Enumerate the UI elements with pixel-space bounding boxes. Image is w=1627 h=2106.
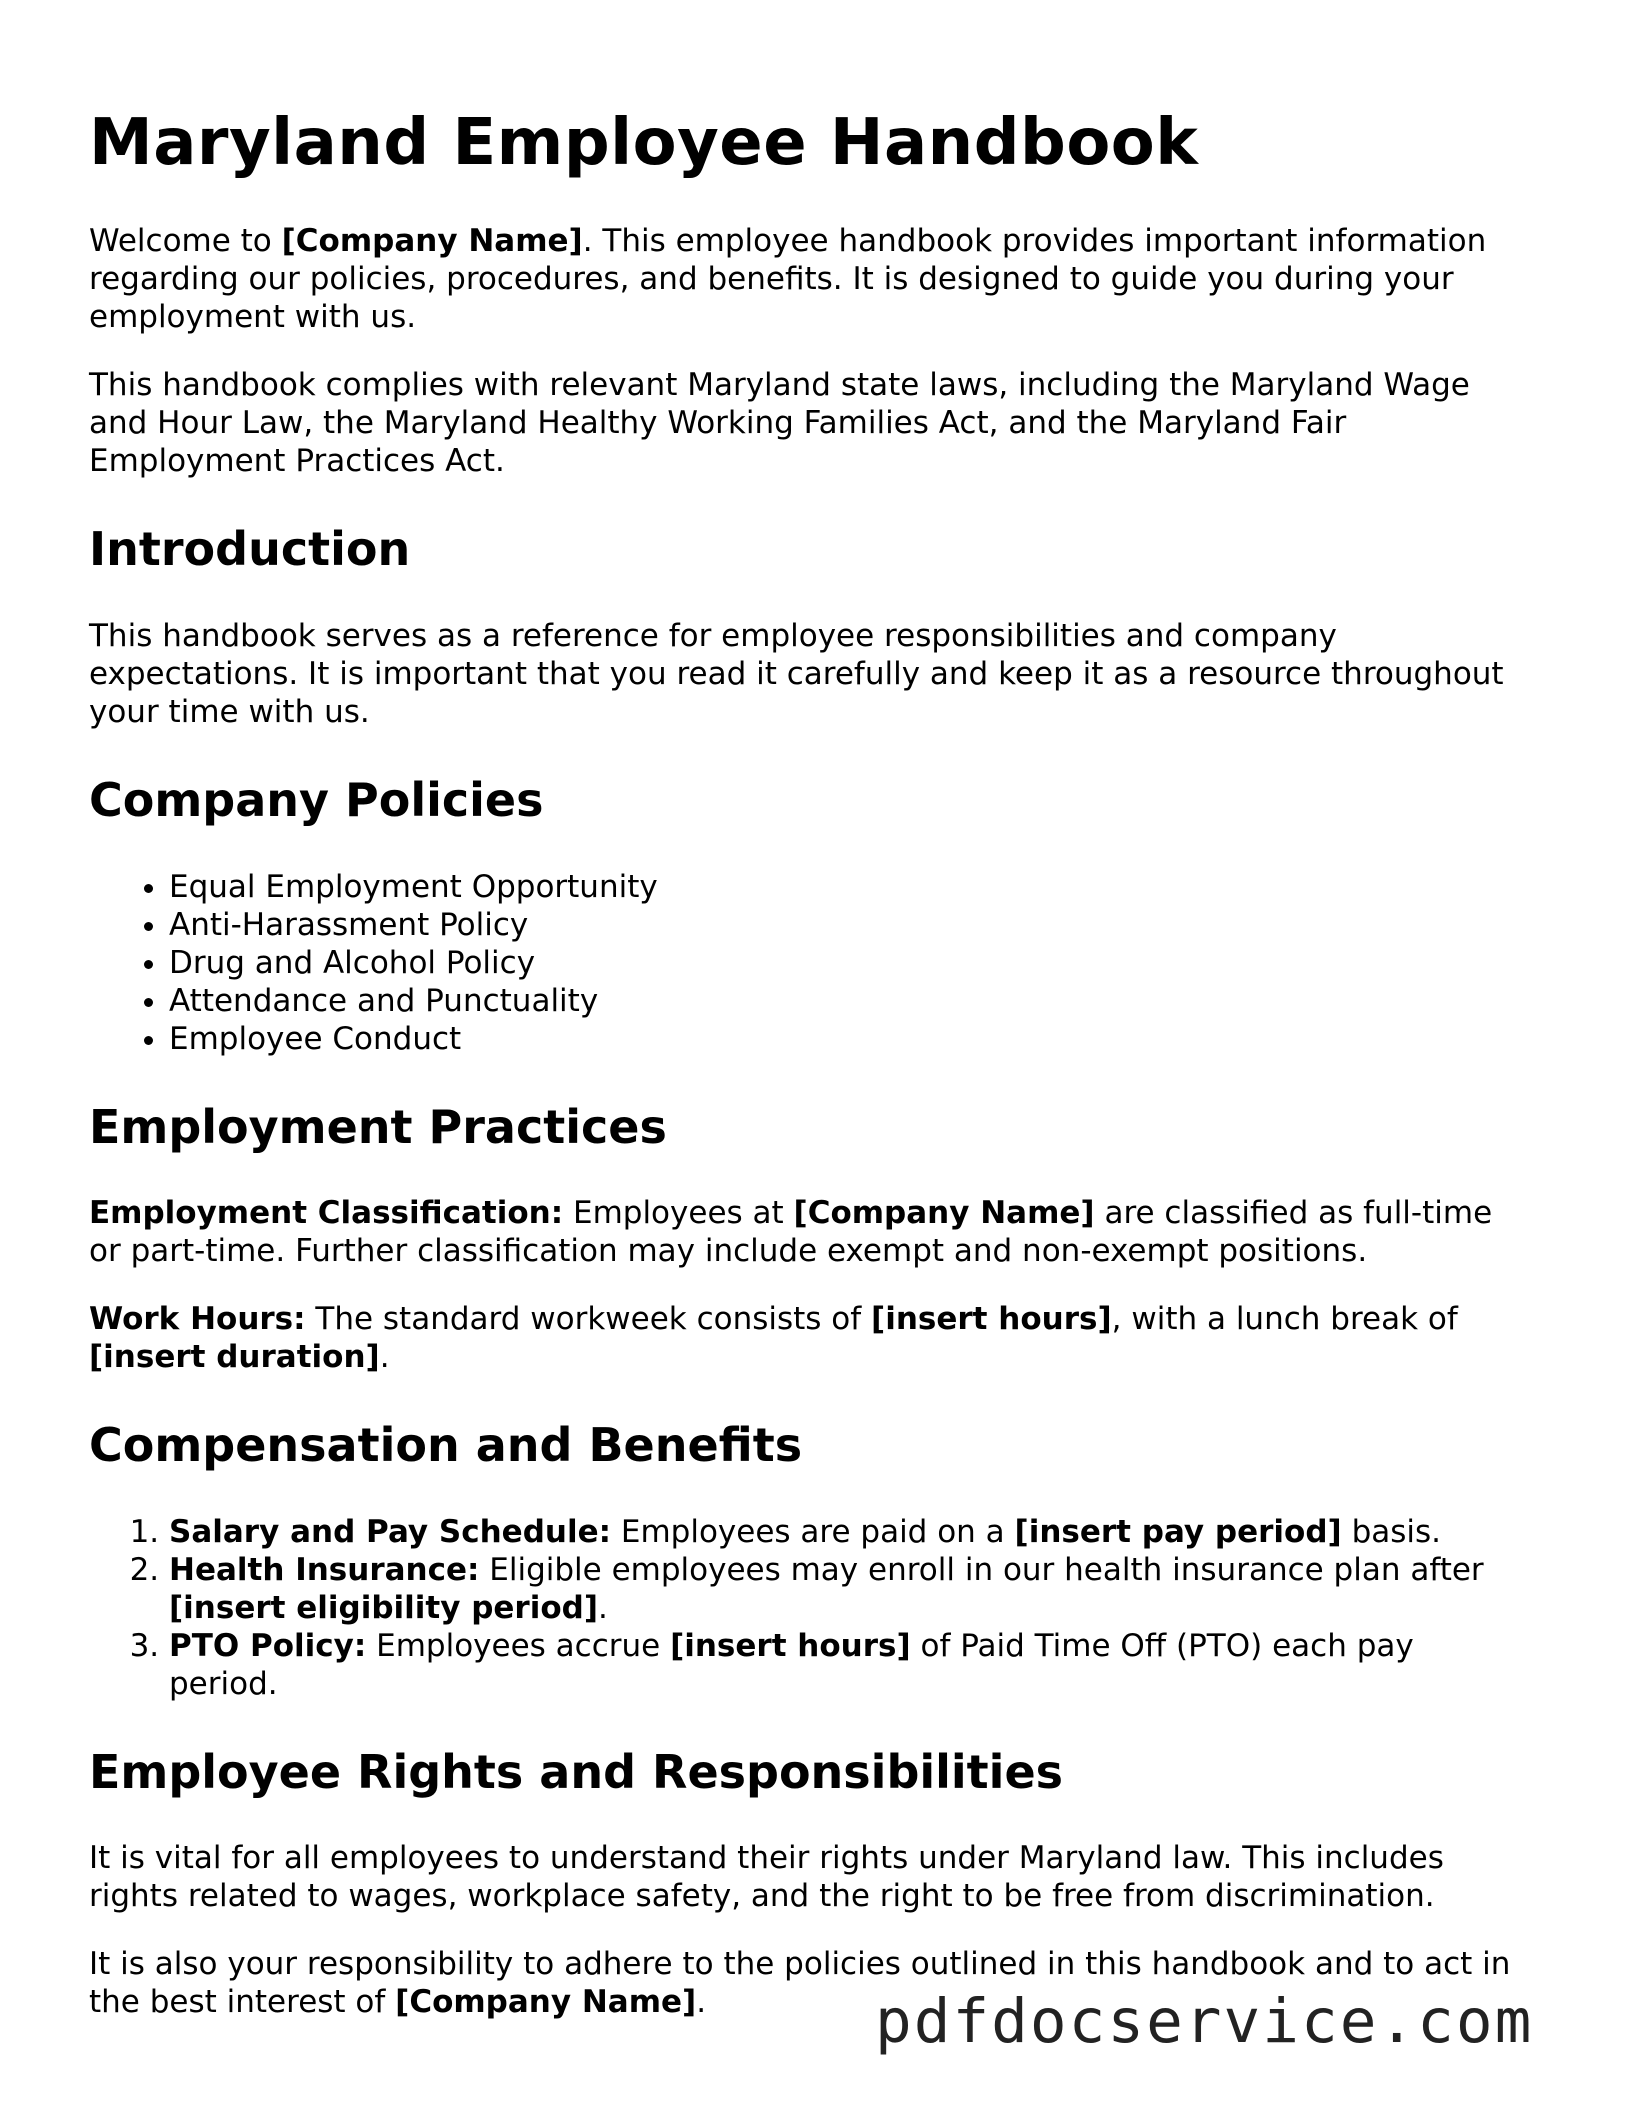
work-hours-label: Work Hours: (89, 1301, 306, 1338)
company-name-placeholder: [Company Name] (281, 223, 583, 260)
list-item (169, 1551, 1529, 1627)
compensation-list (89, 1513, 1529, 1703)
welcome-text-end: . This employee handbook provides important information regarding our policies, procedures, and benefits. It is designed to guide you during your employment with us. (89, 223, 1487, 336)
list-item: • Equal Employment Opportunity (169, 868, 1529, 906)
pto-label: PTO Policy: (169, 1627, 367, 1664)
responsibility-text-end: . (696, 1984, 707, 2021)
list-item (169, 1513, 1529, 1551)
classification-text-end: are classified as full-time or part-time. Further classification may include exempt and non-exempt positions. (89, 1195, 1493, 1270)
classification-text-start: Employees at (563, 1195, 794, 1232)
list-item: • Attendance and Punctuality (169, 982, 1529, 1020)
health-text-start: Eligible employees may enroll in our health insurance plan after (479, 1551, 1484, 1588)
list-item: • Employee Conduct (169, 1020, 1529, 1058)
introduction-paragraph: This handbook serves as a reference for employee responsibilities and company expectations. It is important that you read it carefully and keep it as a resource throughout your time with us. (89, 617, 1504, 730)
employment-practices-heading: Employment Practices (89, 1099, 667, 1154)
pay-period-placeholder: [insert pay period] (1014, 1513, 1342, 1550)
welcome-text-start: Welcome to (89, 223, 282, 260)
list-item (169, 1627, 1529, 1703)
health-label: Health Insurance: (169, 1551, 480, 1588)
pto-hours-placeholder: [insert hours] (670, 1627, 911, 1664)
work-hours-text-start: The standard workweek consists of (305, 1301, 872, 1338)
company-name-placeholder: [Company Name] (395, 1984, 697, 2021)
page-title: Maryland Employee Handbook (89, 106, 1199, 180)
list-item: • Drug and Alcohol Policy (169, 944, 1529, 982)
pto-text-end: of Paid Time Off (PTO) each pay period. (169, 1627, 1414, 1702)
responsibility-text-start: It is also your responsibility to adhere to the policies outlined in this handbook and to act in the best interest of (89, 1946, 1511, 2021)
watermark-text: pdfdocservice.com (875, 1986, 1534, 2057)
policies-list (89, 868, 1529, 1058)
duration-placeholder: [insert duration] (89, 1339, 380, 1376)
company-name-placeholder: [Company Name] (793, 1195, 1095, 1232)
list-item: • Anti-Harassment Policy (169, 906, 1529, 944)
classification-paragraph (89, 1194, 1529, 1270)
work-hours-text-end: . (379, 1339, 390, 1376)
company-policies-heading: Company Policies (89, 772, 544, 827)
rights-paragraph: It is vital for all employees to understand their rights under Maryland law. This includes rights related to wages, workplace safety, and the right to be free from discrimination. (89, 1840, 1444, 1915)
hours-placeholder: [insert hours] (871, 1301, 1112, 1338)
salary-text-end: basis. (1341, 1513, 1442, 1550)
welcome-paragraph (89, 222, 1529, 336)
work-hours-text-mid: , with a lunch break of (1111, 1301, 1458, 1338)
salary-label: Salary and Pay Schedule: (169, 1513, 612, 1550)
introduction-heading: Introduction (89, 522, 411, 577)
compliance-paragraph: This handbook complies with relevant Maryland state laws, including the Maryland Wage and Hour Law, the Maryland Healthy Working Families Act, and the Maryland Fair Employment Practices Act. (89, 367, 1470, 480)
work-hours-paragraph (89, 1300, 1529, 1376)
rights-heading: Employee Rights and Responsibilities (89, 1744, 1064, 1799)
pto-text-start: Employees accrue (366, 1627, 671, 1664)
eligibility-placeholder: [insert eligibility period] (169, 1589, 599, 1626)
health-text-end: . (598, 1589, 608, 1626)
document-page (89, 108, 1529, 2051)
classification-label: Employment Classification: (89, 1195, 564, 1232)
compensation-heading: Compensation and Benefits (89, 1418, 803, 1473)
salary-text-start: Employees are paid on a (611, 1513, 1015, 1550)
